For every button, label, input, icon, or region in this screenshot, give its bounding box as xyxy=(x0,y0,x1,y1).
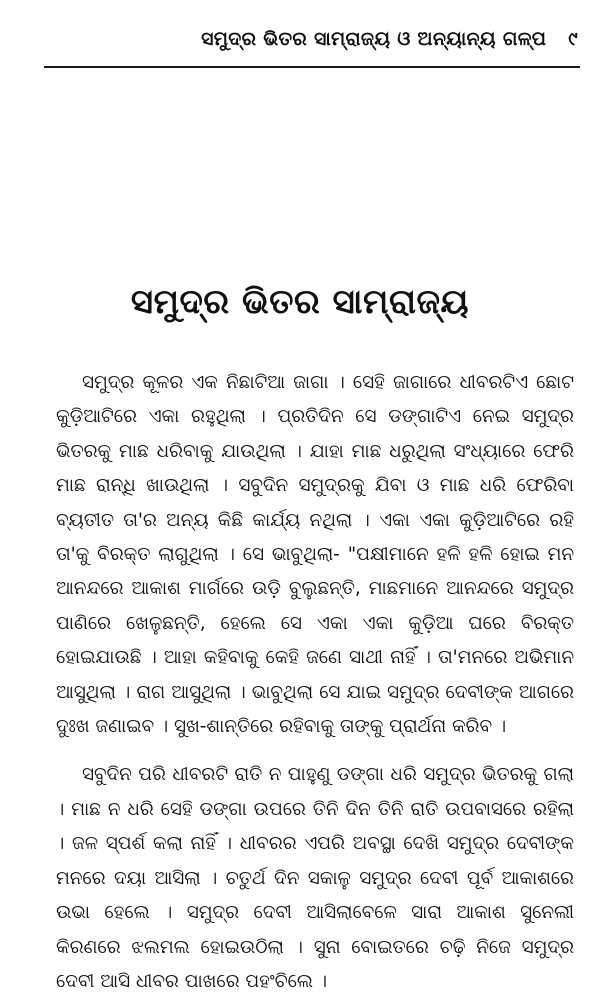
page-number: ୯ xyxy=(568,28,578,50)
paragraph: ସମୁଦ୍ର କୂଳର ଏକ ନିଛାଟିଆ ଜାଗା । ସେହି ଜାଗାରେ ଧୀବରଟିଏ ଛୋଟ କୁଡ଼ିଆଟିରେ ଏକା ରହୁଥିଲା । ପ୍ରତିଦିନ ସେ ଡଙ୍ଗାଟିଏ ନେଇ ସମୁଦ୍ର ଭିତରକୁ ମାଛ ଧରିବାକୁ ଯାଉଥିଲା । ଯାହା ମାଛ ଧରୁଥିଲା ସଂଧ୍ୟାରେ ଫେରି ମାଛ ରାନ୍ଧି ଖାଉଥିଲା । ସବୁଦିନ ସମୁଦ୍ରକୁ ଯିବା ଓ ମାଛ ଧରି ଫେରିବା ବ୍ୟତୀତ ତା'ର ଅନ୍ୟ କିଛି କାର୍ଯ୍ୟ ନଥିଲା । ଏକା ଏକା କୁଡ଼ିଆଟିରେ ରହି ତା'କୁ ବିରକ୍ତ ଲାଗୁଥିଲା । ସେ ଭାବୁଥିଲା- "ପକ୍ଷୀମାନେ ହଳି ହଳି ହୋଇ ମନ ଆନନ୍ଦରେ ଆକାଶ ମାର୍ଗରେ ଉଡ଼ି ବୁଲୁଛନ୍ତି, ମାଛମାନେ ଆନନ୍ଦରେ ସମୁଦ୍ର ପାଣିରେ ଖେଳୁଛନ୍ତି, ହେଲେ ସେ ଏକା ଏକା କୁଡ଼ିଆ ଘରେ ବିରକ୍ତ ହୋଇଯାଉଛି । ଆହା କହିବାକୁ କେହି ଜଣେ ସାଥୀ ନାହିଁ । ତା'ମନରେ ଅଭିମାନ ଆସୁଥିଲା । ରାଗ ଆସୁଥିଲା । ଭାବୁଥିଲା ସେ ଯାଇ ସମୁଦ୍ର ଦେବୀଙ୍କ ଆଗରେ ଦୁଃଖ ଜଣାଇବ । ସୁଖ-ଶାନ୍ତିରେ ରହିବାକୁ ତାଙ୍କୁ ପ୍ରାର୍ଥନା କରିବ । xyxy=(56,372,574,738)
body-text xyxy=(56,366,574,999)
running-header-title: ସମୁଦ୍ର ଭିତର ସାମ୍ରାଜ୍ୟ ଓ ଅନ୍ୟାନ୍ୟ ଗଳ୍ପ xyxy=(201,28,547,50)
chapter-title: ସମୁଦ୍ର ଭିତର ସାମ୍ରାଜ୍ୟ xyxy=(130,282,470,322)
paragraph: ସବୁଦିନ ପରି ଧୀବରଟି ରାତି ନ ପାହୁଣୁ ଡଙ୍ଗା ଧରି ସମୁଦ୍ର ଭିତରକୁ ଗଲା । ମାଛ ନ ଧରି ସେହି ଡଙ୍ଗା ଉପରେ ତିନି ଦିନ ତିନି ରାତି ଉପବାସରେ ରହିଲା । ଜଳ ସ୍ପର୍ଶ କଲା ନାହିଁ । ଧୀବରର ଏପରି ଅବସ୍ଥା ଦେଖି ସମୁଦ୍ର ଦେବୀଙ୍କ ମନରେ ଦୟା ଆସିଲା । ଚତୁର୍ଥ ଦିନ ସକାଳୁ ସମୁଦ୍ର ଦେବୀ ପୂର୍ବ ଆକାଶରେ ଉଭା ହେଲେ । ସମୁଦ୍ର ଦେବୀ ଆସିଲାବେଳେ ସାରା ଆକାଶ ସୁନେଲୀ କିରଣରେ ଝଲମଲ ହୋଇଉଠିଲା । ସୁନା ବୋଇତରେ ଚଢ଼ି ନିଜେ ସମୁଦ୍ର ଦେବୀ ଆସି ଧୀବର ପାଖରେ ପହଂଚିଲେ । xyxy=(56,764,574,992)
running-header xyxy=(60,28,578,50)
header-rule xyxy=(44,66,580,68)
